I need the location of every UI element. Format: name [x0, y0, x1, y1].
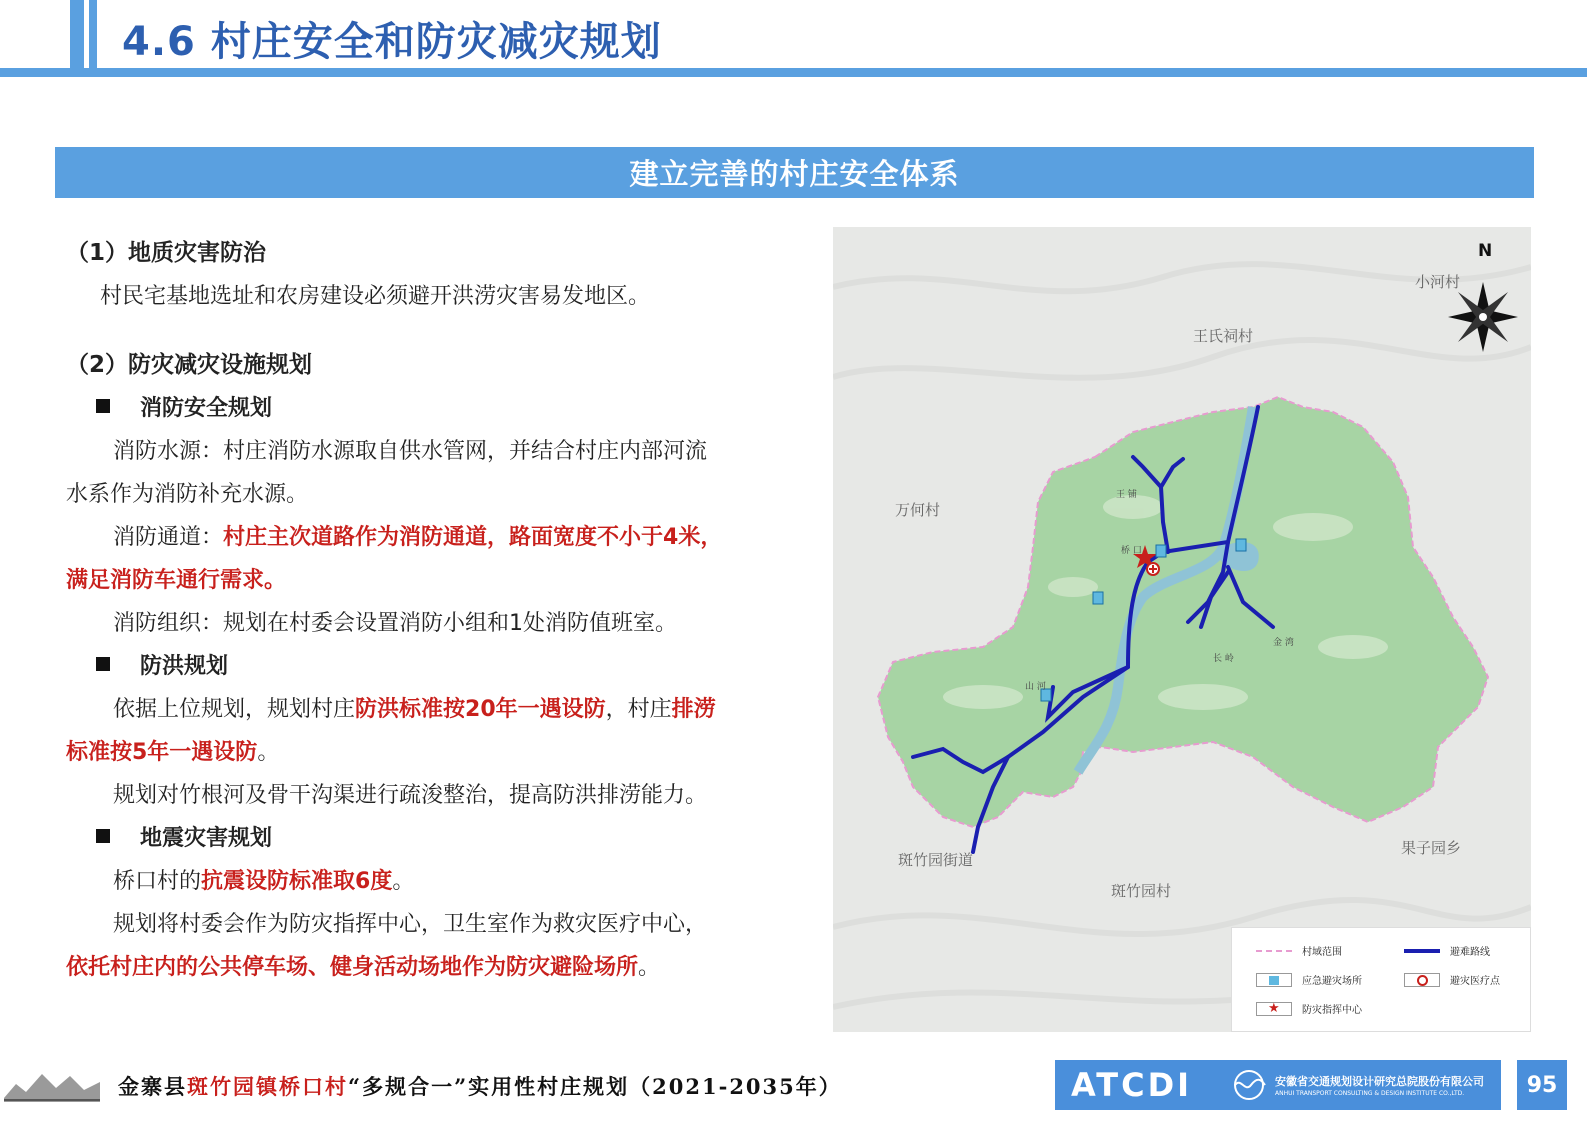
footer-title: 金寨县斑竹园镇桥口村“多规合一”实用性村庄规划（2021-2035年） — [118, 1074, 842, 1099]
map-label-changling: 长 岭 — [1213, 654, 1234, 664]
section-1-title: （1）地质灾害防治 — [66, 240, 267, 266]
logo-wave-icon — [1231, 1069, 1267, 1101]
fire-water-text-2: 水系作为消防补充水源。 — [66, 482, 309, 507]
company-logo — [1055, 1060, 1501, 1110]
quake-text: 桥口村的抗震设防标准取6度。 — [113, 869, 415, 894]
flood-text-2: 标准按5年一遇设防。 — [66, 740, 280, 765]
legend-route: 避难路线 — [1404, 943, 1490, 958]
header-accent-bar — [70, 0, 84, 70]
map-label-qiaokou: 桥 口 — [1121, 546, 1142, 556]
bullet-square-icon — [96, 657, 110, 671]
flood-subtitle: 防洪规划 — [66, 645, 771, 688]
section-banner-title: 建立完善的村庄安全体系 — [629, 157, 960, 191]
north-arrow-icon — [1448, 282, 1518, 352]
section-2-title: （2）防灾减灾设施规划 — [66, 352, 313, 378]
page-number: 95 — [1517, 1060, 1567, 1110]
bullet-square-icon — [96, 399, 110, 413]
header-accent-bar-thin — [89, 0, 97, 70]
map-graphic — [833, 227, 1531, 1032]
flood-text-3: 规划对竹根河及骨干沟渠进行疏浚整治，提高防洪排涝能力。 — [113, 783, 708, 808]
legend-command: ★ 防灾指挥中心 — [1256, 1001, 1362, 1016]
company-name-cn: 安徽省交通规划设计研究总院股份有限公司 — [1275, 1075, 1484, 1088]
legend-medical: 避灾医疗点 — [1404, 972, 1500, 987]
legend-boundary: 村域范围 — [1256, 943, 1342, 958]
quake-text-3: 依托村庄内的公共停车场、健身活动场地作为防灾避险场所。 — [66, 955, 661, 980]
company-name-en: ANHUI TRANSPORT CONSULTING & DESIGN INSTITUTE CO.,LTD. — [1275, 1090, 1465, 1097]
fire-org-text: 消防组织：规划在村委会设置消防小组和1处消防值班室。 — [113, 611, 677, 636]
disaster-plan-map — [833, 227, 1531, 1032]
legend-shelter: 应急避灾场所 — [1256, 972, 1362, 987]
map-label-banzhuyuan-c: 斑竹园村 — [1111, 882, 1172, 900]
fire-subtitle: 消防安全规划 — [66, 387, 771, 430]
fire-water-text: 消防水源：村庄消防水源取自供水管网，并结合村庄内部河流 — [113, 439, 708, 464]
map-label-wangshici: 王氏祠村 — [1193, 327, 1254, 345]
page-title: 4.6 村庄安全和防灾减灾规划 — [122, 19, 662, 65]
header-divider — [0, 68, 1587, 77]
footer-landscape-icon — [4, 1064, 100, 1102]
bullet-square-icon — [96, 829, 110, 843]
fire-road-text: 消防通道：村庄主次道路作为消防通道，路面宽度不小于4米， — [113, 525, 723, 550]
map-label-wangpu: 王 铺 — [1116, 490, 1137, 500]
fire-road-text-2: 满足消防车通行需求。 — [66, 568, 287, 593]
text-column — [66, 232, 771, 989]
map-label-shanhe: 山 河 — [1025, 682, 1046, 692]
quake-text-2: 规划将村委会作为防灾指挥中心，卫生室作为救灾医疗中心， — [113, 912, 708, 937]
map-label-xiaohe: 小河村 — [1415, 273, 1461, 291]
map-label-banzhuyuan-jd: 斑竹园街道 — [898, 851, 974, 869]
map-label-wanhe: 万何村 — [895, 501, 941, 519]
section-banner — [55, 147, 1534, 198]
map-label-jinwan: 金 湾 — [1273, 638, 1294, 648]
flood-text: 依据上位规划，规划村庄防洪标准按20年一遇设防，村庄排涝 — [113, 697, 716, 722]
north-label: N — [1478, 241, 1493, 261]
logo-text: ATCDI — [1071, 1066, 1193, 1104]
quake-subtitle: 地震灾害规划 — [66, 817, 771, 860]
map-legend — [1231, 927, 1531, 1032]
section-1-text: 村民宅基地选址和农房建设必须避开洪涝灾害易发地区。 — [100, 284, 651, 309]
map-label-guozi: 果子园乡 — [1401, 839, 1462, 857]
